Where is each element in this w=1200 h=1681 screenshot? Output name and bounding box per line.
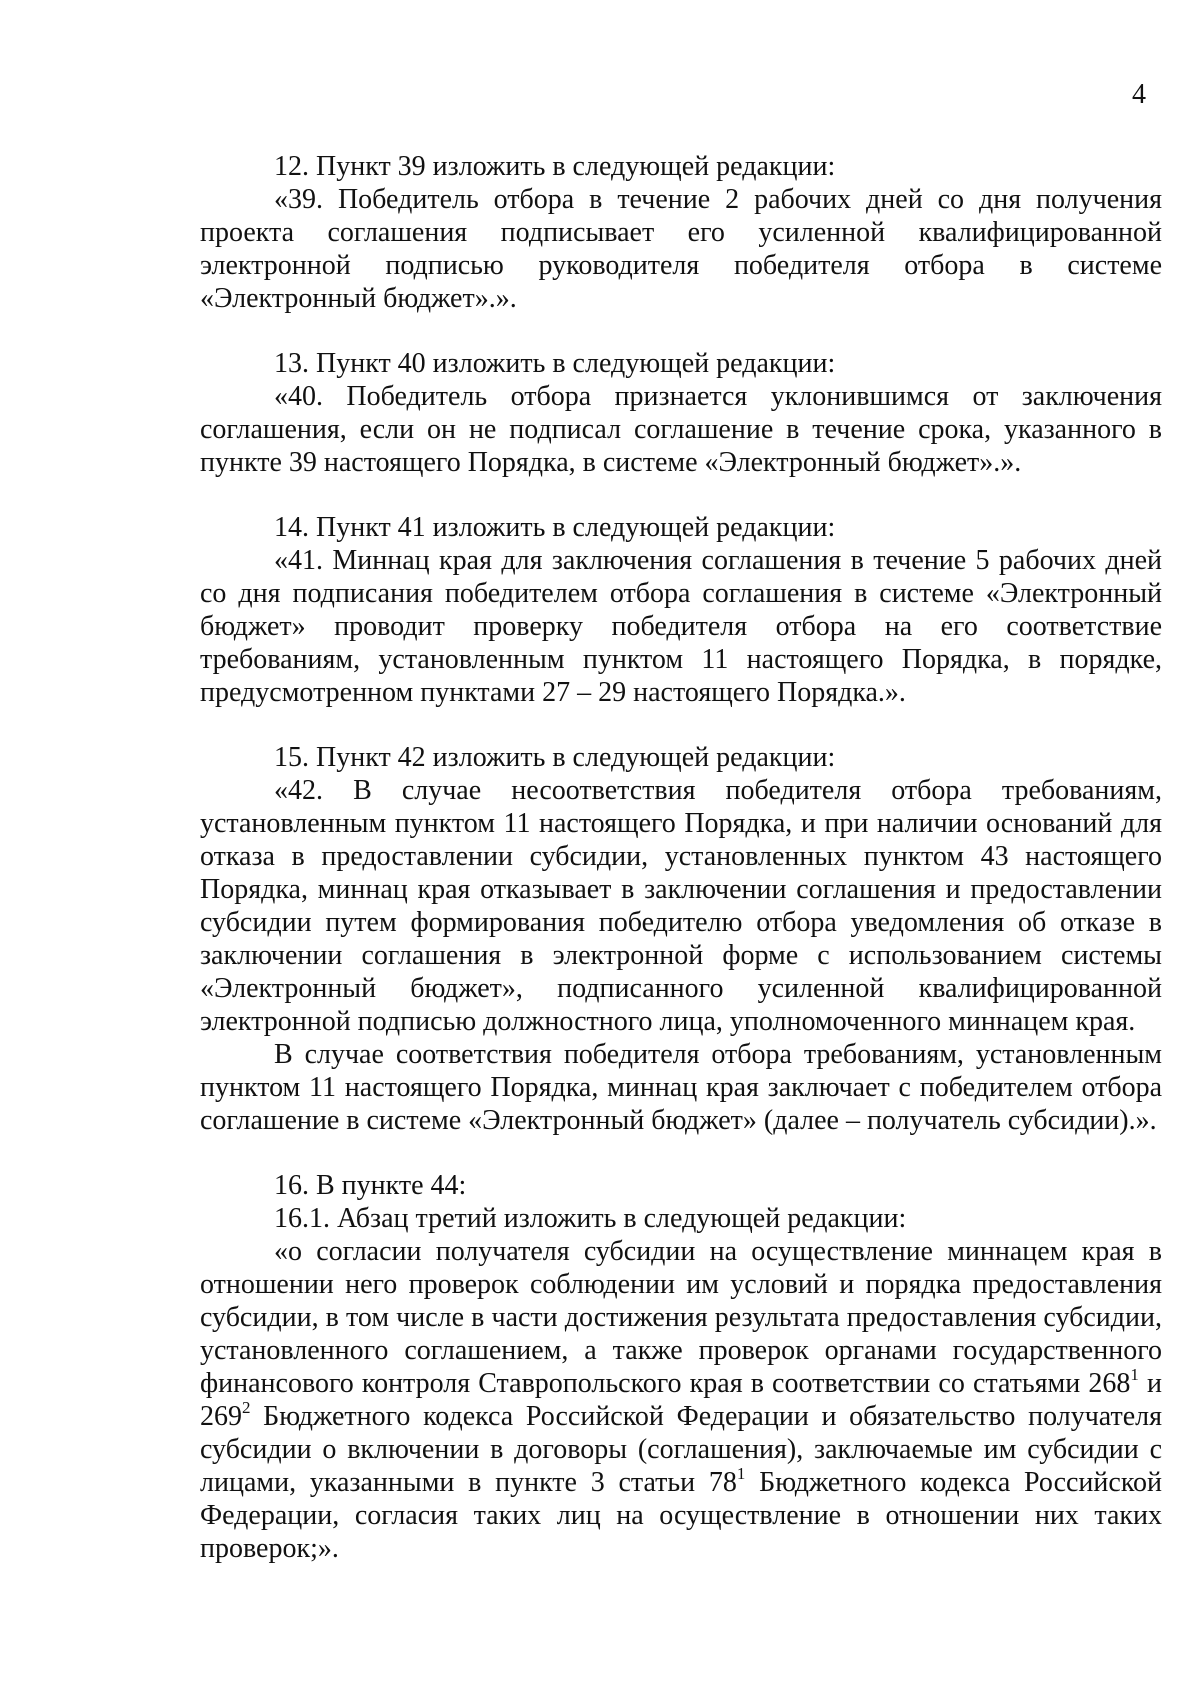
paragraph-p12-head: 12. Пункт 39 изложить в следующей редакции: xyxy=(274,151,836,182)
paragraph-p16-head: 16. В пункте 44: xyxy=(274,1170,467,1201)
superscript-3: 1 xyxy=(736,1463,746,1483)
paragraph-p14-body: «41. Миннац края для заключения соглашения в течение 5 рабочих дней со дня подписания победителем отбора соглашения в системе «Электронный бюджет» проводит проверку победителя отбора на его соответствие требованиям, установленным пунктом 11 настоящего Порядка, в порядке, предусмотренном пунктами 27 – 29 настоящего Порядка.». xyxy=(200,545,1162,708)
paragraph-p15-body1: «42. В случае несоответствия победителя отбора требованиям, установленным пунктом 11 настоящего Порядка, и при наличии оснований для отказа в предоставлении субсидии, установленных пунктом 43 настоящего Порядка, миннац края отказывает в заключении соглашения и предоставлении субсидии путем формирования победителю отбора уведомления об отказе в заключении соглашения в электронной форме с использованием системы «Электронный бюджет», подписанного усиленной квалифицированной электронной подписью должностного лица, уполномоченного миннацем края. xyxy=(200,775,1162,1037)
superscript-2: 2 xyxy=(242,1397,251,1417)
final-paragraph-part1: «о согласии получателя субсидии на осуществление миннацем края в отношении него проверок соблюдении им условий и порядка предоставления субсидии, в том числе в части достижения результата предоставления субсидии, установленного соглашением, а также проверок органами государственного финансового контроля Ставропольского края в соответствии со статьями 268 xyxy=(200,1236,1162,1399)
page-number: 4 xyxy=(1132,79,1146,110)
paragraph-p15-head: 15. Пункт 42 изложить в следующей редакции: xyxy=(274,742,836,773)
paragraph-p12-body: «39. Победитель отбора в течение 2 рабочих дней со дня получения проекта соглашения подписывает его усиленной квалифицированной электронной подписью руководителя победителя отбора в системе «Электронный бюджет».». xyxy=(200,184,1162,314)
paragraph-p14-head: 14. Пункт 41 изложить в следующей редакции: xyxy=(274,512,836,543)
paragraph-p13-head: 13. Пункт 40 изложить в следующей редакции: xyxy=(274,348,836,379)
superscript-1: 1 xyxy=(1130,1364,1139,1384)
final-paragraph xyxy=(200,1235,1162,1565)
final-paragraph-part4: Бюджетного кодекса Российской Федерации, согласия таких лиц на осуществление в отношении них таких проверок;». xyxy=(200,1467,1162,1564)
final-paragraph-part2: и 269 xyxy=(200,1368,1163,1432)
document-body xyxy=(200,150,1162,1565)
paragraph-p16-sub: 16.1. Абзац третий изложить в следующей редакции: xyxy=(274,1203,907,1234)
paragraph-p15-body2: В случае соответствия победителя отбора требованиям, установленным пунктом 11 настоящего Порядка, миннац края заключает с победителем отбора соглашение в системе «Электронный бюджет» (далее – получатель субсидии).». xyxy=(200,1039,1162,1136)
final-paragraph-part3: Бюджетного кодекса Российской Федерации и обязательство получателя субсидии о включении в договоры (соглашения), заключаемые им субсидии с лицами, указанными в пункте 3 статьи 78 xyxy=(200,1401,1162,1498)
paragraph-p13-body: «40. Победитель отбора признается уклонившимся от заключения соглашения, если он не подписал соглашение в течение срока, указанного в пункте 39 настоящего Порядка, в системе «Электронный бюджет».». xyxy=(200,381,1162,478)
